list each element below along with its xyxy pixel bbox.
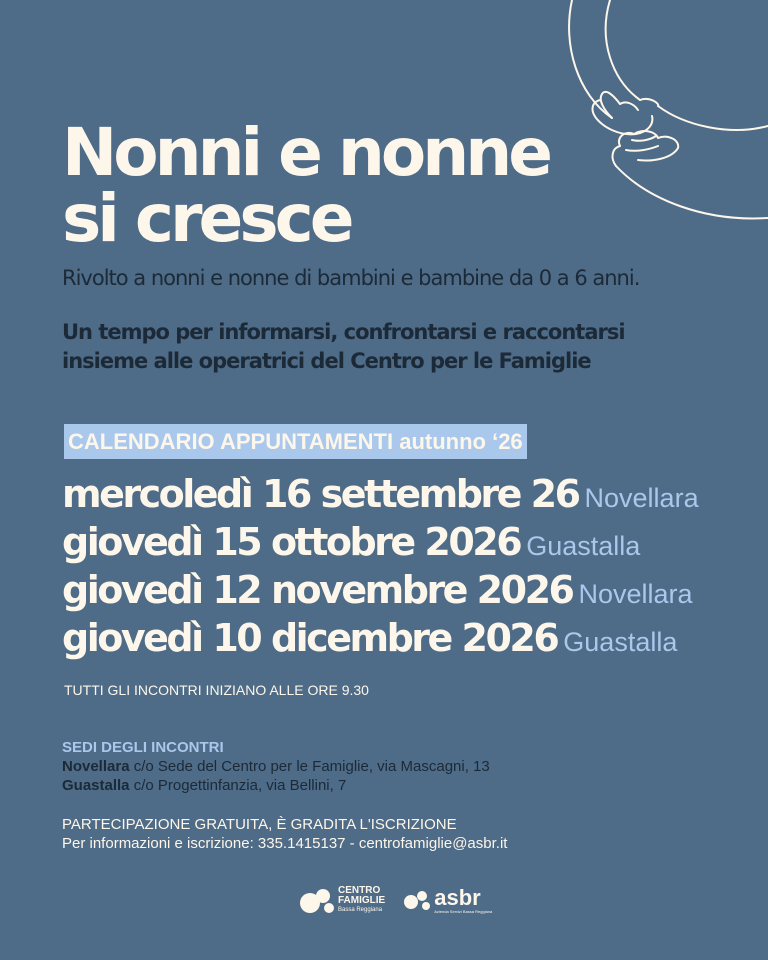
info-section xyxy=(62,815,507,853)
venue-address: c/o Progettinfanzia, via Bellini, 7 xyxy=(133,777,347,794)
date-row xyxy=(62,472,699,520)
date-text: giovedì 15 ottobre 2026 xyxy=(62,520,521,564)
centro-famiglie-logo-icon xyxy=(298,886,334,914)
calendar-label: CALENDARIO APPUNTAMENTI autunno ‘26 xyxy=(64,424,527,459)
contact-line: Per informazioni e iscrizione: 335.1415137 - centrofamiglie@asbr.it xyxy=(62,835,508,852)
date-row xyxy=(62,568,699,616)
centro-famiglie-line-3: Bassa Reggiana xyxy=(338,907,383,913)
title-line-2: si cresce xyxy=(62,180,351,257)
date-text: giovedì 12 novembre 2026 xyxy=(62,568,573,612)
participation-note: PARTECIPAZIONE GRATUITA, È GRADITA L'ISCRIZIONE xyxy=(62,816,457,833)
date-text: mercoledì 16 settembre 26 xyxy=(62,472,579,516)
intro-text xyxy=(62,318,625,376)
venue-name: Novellara xyxy=(62,758,130,775)
venue-name: Guastalla xyxy=(62,777,130,794)
centro-famiglie-wordmark xyxy=(338,886,385,914)
date-row xyxy=(62,616,699,664)
centro-famiglie-logo xyxy=(298,886,385,914)
footer-logos xyxy=(298,882,492,918)
subtitle: Rivolto a nonni e nonne di bambini e bambine da 0 a 6 anni. xyxy=(62,266,640,290)
date-list xyxy=(62,472,699,664)
page-title xyxy=(62,114,549,257)
venue-address: c/o Sede del Centro per le Famiglie, via Mascagni, 13 xyxy=(133,758,490,775)
date-place: Guastalla xyxy=(563,627,678,657)
venue-row xyxy=(62,776,490,795)
date-place: Novellara xyxy=(578,579,693,609)
centro-famiglie-line-2: FAMIGLIE xyxy=(338,895,386,906)
asbr-wordmark xyxy=(434,884,493,914)
asbr-logo xyxy=(403,884,493,914)
date-place: Guastalla xyxy=(526,531,641,561)
intro-line-2: insieme alle operatrici del Centro per le Famiglie xyxy=(62,349,591,373)
asbr-tagline: Azienda Servizi Bassa Reggiana xyxy=(434,908,493,914)
venues-section xyxy=(62,738,490,795)
asbr-name: asbr xyxy=(434,884,481,910)
centro-famiglie-line-1: CENTRO xyxy=(338,885,381,896)
date-place: Novellara xyxy=(584,483,699,513)
date-text: giovedì 10 dicembre 2026 xyxy=(62,616,558,660)
date-row xyxy=(62,520,699,568)
intro-line-1: Un tempo per informarsi, confrontarsi e raccontarsi xyxy=(62,320,625,344)
hands-circle-icon xyxy=(540,0,768,230)
time-note: TUTTI GLI INCONTRI INIZIANO ALLE ORE 9.30 xyxy=(64,682,369,698)
asbr-logo-icon xyxy=(403,889,431,911)
venues-title: SEDI DEGLI INCONTRI xyxy=(62,739,224,756)
title-line-1: Nonni e nonne xyxy=(62,114,549,191)
venue-row xyxy=(62,757,490,776)
